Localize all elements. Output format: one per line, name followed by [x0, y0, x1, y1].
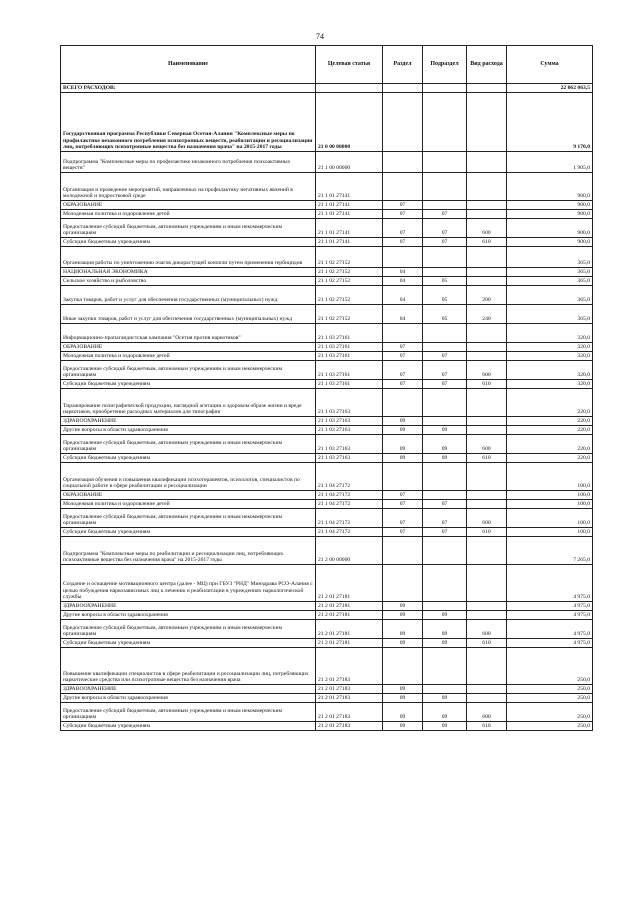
cell-section: 07: [383, 343, 423, 352]
cell-subsection: 09: [423, 435, 467, 454]
cell-subsection: 09: [423, 639, 467, 648]
cell-type: [467, 389, 507, 417]
cell-section: [383, 648, 423, 685]
cell-subsection: 09: [423, 694, 467, 703]
cell-type: 600: [467, 620, 507, 639]
cell-name: Субсидии бюджетным учреждениям: [61, 380, 316, 389]
cell-sum: 100,0: [507, 509, 593, 528]
cell-code: 21 1 02 27152: [316, 268, 383, 277]
cell-code: 21 2 01 27183: [316, 703, 383, 722]
cell-section: 09: [383, 722, 423, 731]
cell-name: Государственная программа Республики Северная Осетия-Алания "Комплексные меры по профилактике незаконного потребления психотропных веществ, реабилитации и ресоциализации лиц, потребляющих психотропные вещества без назначения врача" на 2015-2017 годы: [61, 93, 316, 152]
cell-subsection: 07: [423, 238, 467, 247]
cell-sum: 100,0: [507, 528, 593, 537]
table-row: [61, 305, 593, 324]
table-row: [61, 620, 593, 639]
cell-type: [467, 694, 507, 703]
cell-subsection: 09: [423, 454, 467, 463]
cell-type: [467, 201, 507, 210]
table-row: [61, 648, 593, 685]
cell-name: ОБРАЗОВАНИЕ: [61, 343, 316, 352]
cell-section: 04: [383, 268, 423, 277]
header-section: Раздел: [383, 46, 423, 84]
table-row: [61, 639, 593, 648]
cell-type: [467, 537, 507, 565]
cell-sum: 250,0: [507, 722, 593, 731]
table-row: [61, 93, 593, 152]
cell-subsection: 09: [423, 722, 467, 731]
cell-code: 21 1 04 27172: [316, 463, 383, 491]
cell-code: 21 2 01 27181: [316, 620, 383, 639]
cell-name: Повышение квалификации специалистов в сфере реабилитации и ресоциализации лиц, потребляющих наркотические средства или психотропные вещества без назначения врача: [61, 648, 316, 685]
cell-section: [383, 84, 423, 93]
cell-name: Подпрограмма "Комплексные меры по реабилитации и ресоциализации лиц, потребляющих психоактивные вещества без назначения врача" на 2015-2017 годы: [61, 537, 316, 565]
cell-subsection: [423, 565, 467, 602]
cell-sum: 250,0: [507, 648, 593, 685]
table-body: [61, 84, 593, 731]
cell-section: [383, 537, 423, 565]
cell-sum: 220,0: [507, 389, 593, 417]
cell-code: 21 1 03 27163: [316, 389, 383, 417]
cell-subsection: [423, 324, 467, 343]
cell-sum: 1 905,0: [507, 152, 593, 173]
cell-name: Предоставление субсидий бюджетным, автономным учреждениям и иным некоммерческим организациям: [61, 509, 316, 528]
cell-subsection: 09: [423, 620, 467, 639]
cell-name: Сельское хозяйство и рыболовство: [61, 277, 316, 286]
cell-name: Тиражирование полиграфической продукции, наглядной агитации о здоровом образе жизни и вреде наркотиков, приобретение расходных материалов для типографии: [61, 389, 316, 417]
cell-name: Молодежная политика и оздоровление детей: [61, 500, 316, 509]
cell-sum: 220,0: [507, 435, 593, 454]
cell-subsection: 09: [423, 703, 467, 722]
table-row: [61, 352, 593, 361]
cell-type: 600: [467, 435, 507, 454]
cell-sum: 220,0: [507, 417, 593, 426]
cell-type: 610: [467, 454, 507, 463]
cell-name: Субсидии бюджетным учреждениям: [61, 639, 316, 648]
cell-sum: 900,0: [507, 238, 593, 247]
table-row: [61, 426, 593, 435]
cell-type: 610: [467, 380, 507, 389]
cell-code: 21 1 04 27172: [316, 500, 383, 509]
cell-type: [467, 247, 507, 268]
table-row: [61, 173, 593, 201]
cell-code: 21 2 01 27181: [316, 565, 383, 602]
cell-subsection: 07: [423, 380, 467, 389]
cell-sum: 250,0: [507, 694, 593, 703]
cell-type: [467, 173, 507, 201]
cell-code: 21 1 03 27161: [316, 324, 383, 343]
cell-type: 200: [467, 286, 507, 305]
cell-code: 21 1 02 27152: [316, 247, 383, 268]
cell-name: Организация и проведение мероприятий, направленных на профилактику негативных явлений в молодежной и подростковой среде: [61, 173, 316, 201]
cell-name: ОБРАЗОВАНИЕ: [61, 201, 316, 210]
cell-type: [467, 500, 507, 509]
cell-type: [467, 352, 507, 361]
cell-code: 21 2 01 27183: [316, 694, 383, 703]
cell-sum: 365,0: [507, 277, 593, 286]
page-number: 74: [316, 32, 324, 41]
cell-section: 09: [383, 611, 423, 620]
table-row: [61, 277, 593, 286]
table-row: [61, 685, 593, 694]
cell-section: 09: [383, 620, 423, 639]
cell-name: Предоставление субсидий бюджетным, автономным учреждениям и иным некоммерческим организациям: [61, 219, 316, 238]
cell-name: Закупка товаров, работ и услуг для обеспечения государственных (муниципальных) нужд: [61, 286, 316, 305]
cell-name: Предоставление субсидий бюджетным, автономным учреждениям и иным некоммерческим организациям: [61, 620, 316, 639]
cell-sum: 900,0: [507, 201, 593, 210]
cell-name: Предоставление субсидий бюджетным, автономным учреждениям и иным некоммерческим организациям: [61, 703, 316, 722]
cell-code: 21 1 03 27161: [316, 352, 383, 361]
table-row: [61, 602, 593, 611]
cell-name: ВСЕГО РАСХОДОВ:: [61, 84, 316, 93]
cell-code: 21 2 01 27181: [316, 639, 383, 648]
cell-type: [467, 648, 507, 685]
cell-code: 21 1 02 27152: [316, 305, 383, 324]
cell-section: 07: [383, 528, 423, 537]
budget-table: [60, 45, 593, 731]
cell-type: [467, 210, 507, 219]
cell-code: 21 2 01 27181: [316, 602, 383, 611]
cell-type: [467, 611, 507, 620]
cell-subsection: 09: [423, 426, 467, 435]
table-row: [61, 201, 593, 210]
cell-name: Предоставление субсидий бюджетным, автономным учреждениям и иным некоммерческим организациям: [61, 435, 316, 454]
cell-type: [467, 343, 507, 352]
table-header-row: [61, 46, 593, 84]
cell-subsection: [423, 417, 467, 426]
cell-sum: 4 975,0: [507, 639, 593, 648]
cell-code: 21 1 01 27141: [316, 173, 383, 201]
cell-type: [467, 417, 507, 426]
cell-section: 09: [383, 685, 423, 694]
table-row: [61, 152, 593, 173]
table-row: [61, 703, 593, 722]
cell-name: Организация обучения и повышения квалификации психотерапевтов, психологов, специалистов по социальной работе в сфере реабилитации и ресоциализации: [61, 463, 316, 491]
cell-subsection: 07: [423, 528, 467, 537]
cell-code: 21 1 03 27161: [316, 361, 383, 380]
cell-name: Организация работы по уничтожению очагов дикорастущей конопли путем применения гербицидов: [61, 247, 316, 268]
cell-type: 610: [467, 238, 507, 247]
cell-code: 21 1 04 27172: [316, 491, 383, 500]
cell-section: 09: [383, 703, 423, 722]
cell-code: 21 1 03 27163: [316, 435, 383, 454]
cell-sum: 365,0: [507, 305, 593, 324]
cell-subsection: [423, 389, 467, 417]
cell-section: 04: [383, 277, 423, 286]
cell-subsection: [423, 247, 467, 268]
cell-subsection: [423, 685, 467, 694]
header-type: Вид расхода: [467, 46, 507, 84]
cell-subsection: [423, 93, 467, 152]
table-row: [61, 361, 593, 380]
cell-name: Субсидии бюджетным учреждениям: [61, 238, 316, 247]
cell-type: [467, 268, 507, 277]
table-row: [61, 380, 593, 389]
cell-section: 07: [383, 380, 423, 389]
cell-name: Информационно-пропагандистская кампания "Осетия против наркотиков": [61, 324, 316, 343]
cell-name: ОБРАЗОВАНИЕ: [61, 491, 316, 500]
header-name: Наименование: [61, 46, 316, 84]
cell-code: 21 1 01 27141: [316, 219, 383, 238]
cell-subsection: [423, 343, 467, 352]
cell-sum: 320,0: [507, 380, 593, 389]
cell-subsection: [423, 463, 467, 491]
cell-section: [383, 463, 423, 491]
cell-code: [316, 84, 383, 93]
cell-sum: 100,0: [507, 463, 593, 491]
cell-section: 09: [383, 694, 423, 703]
cell-subsection: [423, 84, 467, 93]
cell-section: 04: [383, 305, 423, 324]
cell-name: Субсидии бюджетным учреждениям: [61, 528, 316, 537]
cell-subsection: [423, 491, 467, 500]
table-row: [61, 247, 593, 268]
cell-name: ЗДРАВООХРАНЕНИЕ: [61, 602, 316, 611]
cell-section: 07: [383, 352, 423, 361]
cell-section: 04: [383, 286, 423, 305]
table-row: [61, 491, 593, 500]
table-row: [61, 84, 593, 93]
cell-name: Другие вопросы в области здравоохранения: [61, 426, 316, 435]
table-row: [61, 509, 593, 528]
cell-subsection: 05: [423, 286, 467, 305]
cell-type: [467, 152, 507, 173]
cell-type: [467, 463, 507, 491]
cell-code: 21 2 01 27183: [316, 685, 383, 694]
table-row: [61, 454, 593, 463]
cell-sum: 365,0: [507, 247, 593, 268]
cell-type: 600: [467, 361, 507, 380]
cell-code: 21 1 01 27141: [316, 238, 383, 247]
cell-type: 610: [467, 722, 507, 731]
cell-name: Подпрограмма "Комплексные меры по профилактике незаконного потребления психоактивных веществ": [61, 152, 316, 173]
cell-sum: 900,0: [507, 210, 593, 219]
cell-type: 600: [467, 703, 507, 722]
cell-section: 07: [383, 238, 423, 247]
cell-section: [383, 389, 423, 417]
cell-sum: 4 975,0: [507, 620, 593, 639]
cell-subsection: 07: [423, 361, 467, 380]
cell-sum: 4 975,0: [507, 611, 593, 620]
cell-subsection: [423, 602, 467, 611]
cell-code: 21 0 00 00000: [316, 93, 383, 152]
cell-sum: 900,0: [507, 219, 593, 238]
cell-sum: 100,0: [507, 500, 593, 509]
table-row: [61, 210, 593, 219]
cell-sum: 365,0: [507, 268, 593, 277]
cell-code: 21 1 04 27172: [316, 528, 383, 537]
table-row: [61, 722, 593, 731]
cell-section: 07: [383, 500, 423, 509]
cell-section: 07: [383, 219, 423, 238]
cell-sum: 320,0: [507, 343, 593, 352]
table-row: [61, 343, 593, 352]
cell-section: 09: [383, 454, 423, 463]
cell-section: [383, 247, 423, 268]
cell-code: 21 2 00 00000: [316, 537, 383, 565]
cell-type: [467, 565, 507, 602]
table-row: [61, 268, 593, 277]
cell-code: 21 1 03 27163: [316, 454, 383, 463]
cell-code: 21 1 02 27152: [316, 286, 383, 305]
cell-code: 21 1 00 00000: [316, 152, 383, 173]
cell-section: 07: [383, 201, 423, 210]
header-subsection: Подраздел: [423, 46, 467, 84]
cell-sum: 250,0: [507, 685, 593, 694]
cell-code: 21 1 01 27141: [316, 210, 383, 219]
cell-type: 610: [467, 639, 507, 648]
cell-sum: 22 062 063,5: [507, 84, 593, 93]
cell-code: 21 2 01 27181: [316, 611, 383, 620]
table-row: [61, 417, 593, 426]
cell-section: 07: [383, 491, 423, 500]
cell-sum: 4 975,0: [507, 602, 593, 611]
cell-type: 600: [467, 509, 507, 528]
cell-sum: 9 170,0: [507, 93, 593, 152]
table-row: [61, 219, 593, 238]
table-row: [61, 389, 593, 417]
cell-subsection: [423, 537, 467, 565]
cell-section: 07: [383, 361, 423, 380]
header-sum: Сумма: [507, 46, 593, 84]
cell-subsection: 07: [423, 509, 467, 528]
cell-name: Другие вопросы в области здравоохранения: [61, 694, 316, 703]
cell-section: 09: [383, 426, 423, 435]
cell-sum: 365,0: [507, 286, 593, 305]
cell-name: ЗДРАВООХРАНЕНИЕ: [61, 685, 316, 694]
cell-section: 07: [383, 210, 423, 219]
cell-type: [467, 84, 507, 93]
cell-sum: 220,0: [507, 454, 593, 463]
cell-code: 21 1 04 27172: [316, 509, 383, 528]
cell-section: 09: [383, 602, 423, 611]
cell-name: НАЦИОНАЛЬНАЯ ЭКОНОМИКА: [61, 268, 316, 277]
cell-type: 610: [467, 528, 507, 537]
cell-type: 240: [467, 305, 507, 324]
cell-name: Молодежная политика и оздоровление детей: [61, 210, 316, 219]
cell-section: [383, 324, 423, 343]
cell-type: [467, 93, 507, 152]
cell-type: [467, 602, 507, 611]
table-row: [61, 565, 593, 602]
cell-name: Иные закупки товаров, работ и услуг для обеспечения государственных (муниципальных) нужд: [61, 305, 316, 324]
cell-type: 600: [467, 219, 507, 238]
cell-subsection: 07: [423, 210, 467, 219]
cell-sum: 100,0: [507, 491, 593, 500]
cell-subsection: [423, 201, 467, 210]
cell-subsection: 07: [423, 500, 467, 509]
cell-sum: 4 975,0: [507, 565, 593, 602]
cell-name: Субсидии бюджетным учреждениям: [61, 722, 316, 731]
cell-section: 09: [383, 417, 423, 426]
cell-sum: 220,0: [507, 426, 593, 435]
cell-section: [383, 93, 423, 152]
cell-sum: 320,0: [507, 324, 593, 343]
cell-sum: 900,0: [507, 173, 593, 201]
table-row: [61, 528, 593, 537]
cell-code: 21 1 03 27163: [316, 426, 383, 435]
cell-subsection: 05: [423, 305, 467, 324]
cell-section: [383, 152, 423, 173]
cell-subsection: [423, 648, 467, 685]
cell-code: 21 1 03 27163: [316, 417, 383, 426]
cell-type: [467, 426, 507, 435]
cell-subsection: [423, 173, 467, 201]
cell-code: 21 2 01 27183: [316, 722, 383, 731]
cell-name: Другие вопросы в области здравоохранения: [61, 611, 316, 620]
cell-subsection: 07: [423, 352, 467, 361]
cell-subsection: 05: [423, 277, 467, 286]
cell-section: [383, 565, 423, 602]
cell-sum: 320,0: [507, 361, 593, 380]
cell-name: Создание и оснащение мотивационного центра (далее - МЦ) при ГБУЗ "РНД" Минздрава РСО-Алания с целью побуждения наркозависимых лиц к лечению и реабилитации в учреждениях наркологической службы: [61, 565, 316, 602]
cell-subsection: 07: [423, 219, 467, 238]
cell-name: Субсидии бюджетным учреждениям: [61, 454, 316, 463]
table-row: [61, 694, 593, 703]
cell-type: [467, 277, 507, 286]
cell-code: 21 2 01 27183: [316, 648, 383, 685]
cell-code: 21 1 03 27161: [316, 380, 383, 389]
cell-subsection: 09: [423, 611, 467, 620]
cell-code: 21 1 01 27141: [316, 201, 383, 210]
table-row: [61, 611, 593, 620]
cell-sum: 320,0: [507, 352, 593, 361]
cell-sum: 250,0: [507, 703, 593, 722]
table-row: [61, 463, 593, 491]
cell-code: 21 1 03 27161: [316, 343, 383, 352]
cell-type: [467, 324, 507, 343]
table-row: [61, 238, 593, 247]
cell-name: Предоставление субсидий бюджетным, автономным учреждениям и иным некоммерческим организациям: [61, 361, 316, 380]
table-row: [61, 500, 593, 509]
cell-section: 07: [383, 509, 423, 528]
table-row: [61, 435, 593, 454]
cell-type: [467, 685, 507, 694]
cell-section: [383, 173, 423, 201]
cell-section: 09: [383, 435, 423, 454]
cell-name: ЗДРАВООХРАНЕНИЕ: [61, 417, 316, 426]
cell-subsection: [423, 152, 467, 173]
cell-type: [467, 491, 507, 500]
table-row: [61, 286, 593, 305]
cell-subsection: [423, 268, 467, 277]
cell-section: 09: [383, 639, 423, 648]
cell-code: 21 1 02 27152: [316, 277, 383, 286]
cell-name: Молодежная политика и оздоровление детей: [61, 352, 316, 361]
table-row: [61, 324, 593, 343]
header-code: Целевая статья: [316, 46, 383, 84]
table-row: [61, 537, 593, 565]
cell-sum: 7 265,0: [507, 537, 593, 565]
